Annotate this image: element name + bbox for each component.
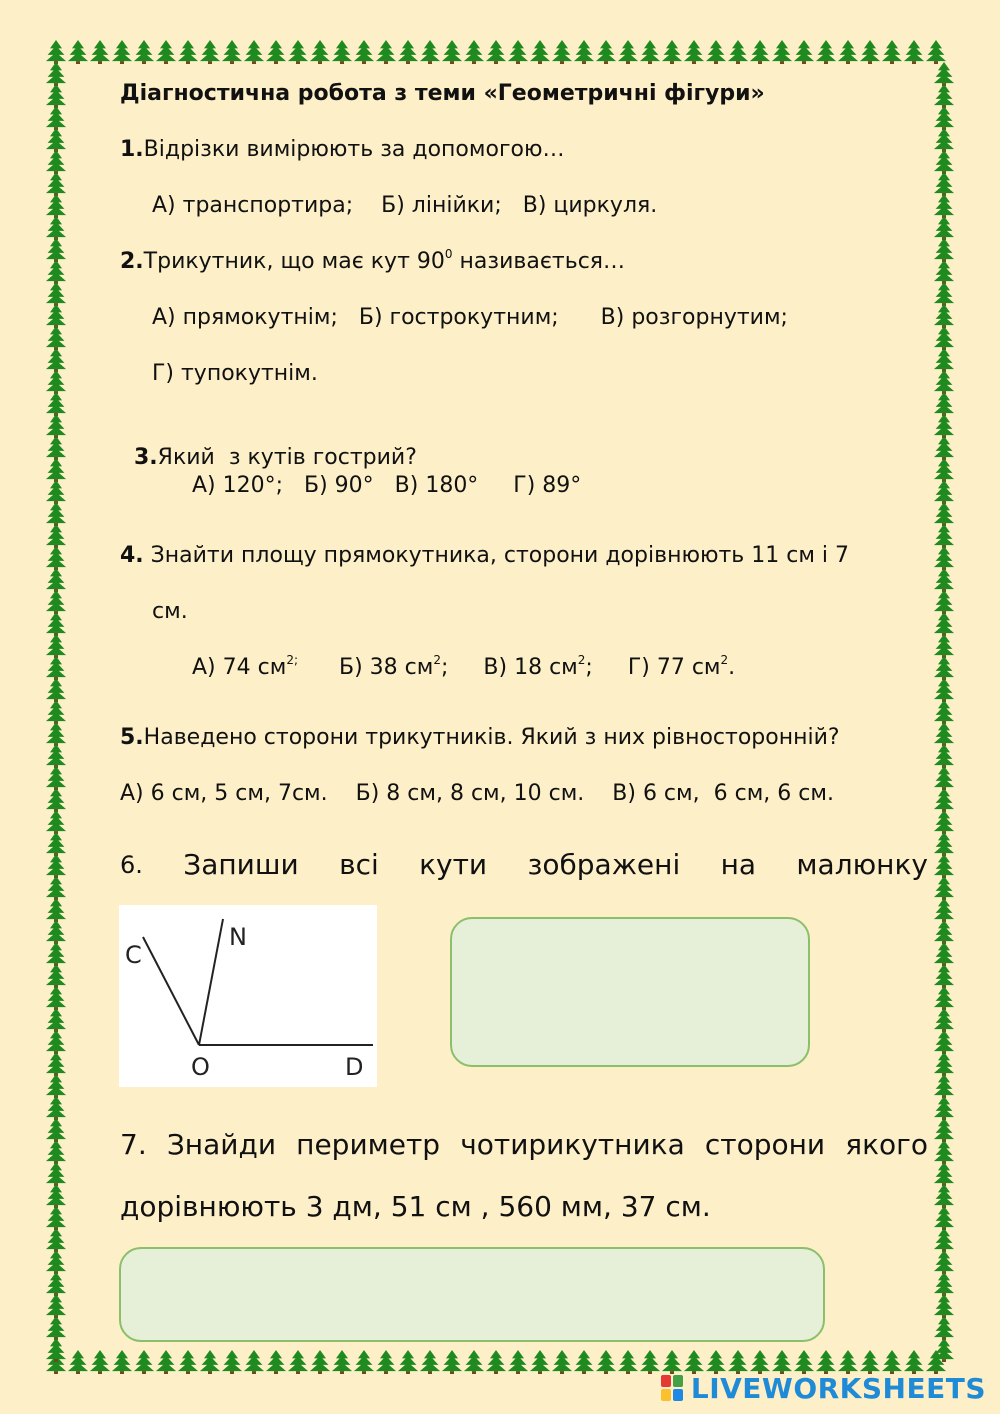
tree-icon bbox=[46, 810, 66, 834]
tree-icon bbox=[934, 1096, 954, 1120]
answer-a-sup: 2; bbox=[286, 653, 298, 667]
tree-icon bbox=[838, 1350, 858, 1374]
tree-icon bbox=[934, 546, 954, 570]
tree-icon bbox=[934, 392, 954, 416]
tree-icon bbox=[46, 436, 66, 460]
question-5 bbox=[120, 724, 840, 752]
label-n: N bbox=[229, 923, 247, 951]
tree-icon bbox=[934, 62, 954, 86]
tree-icon bbox=[640, 1350, 660, 1374]
tree-icon bbox=[596, 1350, 616, 1374]
answer-c-sup: 2 bbox=[577, 653, 586, 667]
tree-icon bbox=[530, 40, 550, 64]
question-6 bbox=[120, 848, 928, 882]
tree-icon bbox=[46, 1228, 66, 1252]
tree-icon bbox=[934, 612, 954, 636]
tree-icon bbox=[46, 326, 66, 350]
tree-icon bbox=[46, 612, 66, 636]
tree-icon bbox=[926, 40, 946, 64]
answer-d-sup: 2 bbox=[720, 653, 729, 667]
tree-icon bbox=[178, 1350, 198, 1374]
tree-icon bbox=[860, 40, 880, 64]
tree-icon bbox=[46, 1052, 66, 1076]
tree-icon bbox=[934, 810, 954, 834]
question-4-text-line-1: Знайти площу прямокутника, сторони дорівнюють 11 см і 7 bbox=[143, 543, 850, 568]
brand-text: LIVEWORKSHEETS bbox=[690, 1372, 986, 1405]
q6-word: зображені bbox=[527, 848, 681, 881]
tree-icon bbox=[904, 1350, 924, 1374]
tree-icon bbox=[376, 40, 396, 64]
tree-icon bbox=[772, 40, 792, 64]
tree-icon bbox=[134, 40, 154, 64]
tree-icon bbox=[934, 194, 954, 218]
tree-icon bbox=[934, 920, 954, 944]
tree-icon bbox=[46, 854, 66, 878]
question-3-answers: А) 120°; Б) 90° В) 180° Г) 89° bbox=[192, 473, 582, 498]
tree-icon bbox=[934, 634, 954, 658]
tree-icon bbox=[46, 590, 66, 614]
tree-icon bbox=[934, 348, 954, 372]
q7-word: якого bbox=[845, 1128, 928, 1161]
tree-icon bbox=[46, 348, 66, 372]
tree-icon bbox=[934, 150, 954, 174]
question-7 bbox=[120, 1128, 928, 1162]
tree-icon bbox=[46, 546, 66, 570]
tree-icon bbox=[934, 84, 954, 108]
tree-icon bbox=[46, 964, 66, 988]
tree-icon bbox=[934, 282, 954, 306]
tree-icon bbox=[882, 1350, 902, 1374]
tree-icon bbox=[904, 40, 924, 64]
tree-icon bbox=[266, 40, 286, 64]
tree-icon bbox=[934, 458, 954, 482]
angles-figure bbox=[119, 905, 377, 1087]
question-3 bbox=[120, 416, 417, 472]
tree-icon bbox=[46, 216, 66, 240]
tree-icon bbox=[934, 304, 954, 328]
tree-icon bbox=[934, 832, 954, 856]
tree-icon bbox=[934, 172, 954, 196]
tree-icon bbox=[486, 1350, 506, 1374]
tree-icon bbox=[934, 1338, 954, 1362]
tree-icon bbox=[934, 678, 954, 702]
q7-word: чотирикутника bbox=[460, 1128, 685, 1161]
tree-icon bbox=[46, 1316, 66, 1340]
tree-icon bbox=[934, 1162, 954, 1186]
tree-icon bbox=[640, 40, 660, 64]
tree-icon bbox=[46, 62, 66, 86]
question-3-text: Який з кутів гострий? bbox=[157, 445, 417, 470]
tree-icon bbox=[46, 1030, 66, 1054]
tree-icon bbox=[46, 414, 66, 438]
tree-icon bbox=[46, 1272, 66, 1296]
tree-icon bbox=[684, 1350, 704, 1374]
tree-icon bbox=[310, 40, 330, 64]
tree-icon bbox=[934, 238, 954, 262]
question-4 bbox=[120, 542, 849, 570]
answer-b-sup: 2 bbox=[433, 653, 441, 667]
tree-icon bbox=[46, 568, 66, 592]
tree-icon bbox=[934, 216, 954, 240]
tree-icon bbox=[728, 40, 748, 64]
tree-icon bbox=[156, 40, 176, 64]
question-5-text: Наведено сторони трикутників. Який з них рівносторонній? bbox=[143, 725, 840, 750]
tree-icon bbox=[200, 40, 220, 64]
tree-icon bbox=[934, 1206, 954, 1230]
tree-icon bbox=[596, 40, 616, 64]
question-4-answers bbox=[192, 654, 735, 682]
tree-icon bbox=[156, 1350, 176, 1374]
tree-icon bbox=[772, 1350, 792, 1374]
tree-icon bbox=[684, 40, 704, 64]
tree-icon bbox=[332, 1350, 352, 1374]
tree-icon bbox=[332, 40, 352, 64]
tree-icon bbox=[794, 1350, 814, 1374]
tree-icon bbox=[398, 1350, 418, 1374]
tree-icon bbox=[816, 40, 836, 64]
tree-icon bbox=[46, 106, 66, 130]
tree-icon bbox=[662, 40, 682, 64]
tree-icon bbox=[934, 766, 954, 790]
tree-icon bbox=[934, 1008, 954, 1032]
question-2-answers-line-1: А) прямокутнім; Б) гострокутним; В) розгорнутим; bbox=[152, 305, 788, 330]
tree-icon bbox=[934, 986, 954, 1010]
tree-icon bbox=[134, 1350, 154, 1374]
answer-a: А) 74 см bbox=[192, 655, 287, 680]
tree-icon bbox=[934, 722, 954, 746]
question-4-number: 4. bbox=[120, 543, 144, 568]
tree-icon bbox=[46, 480, 66, 504]
tree-icon bbox=[934, 744, 954, 768]
q6-word: 6. bbox=[120, 851, 143, 879]
tree-icon bbox=[46, 502, 66, 526]
tree-icon bbox=[934, 942, 954, 966]
tree-icon bbox=[420, 1350, 440, 1374]
tree-icon bbox=[46, 194, 66, 218]
tree-icon bbox=[46, 304, 66, 328]
tree-icon bbox=[288, 1350, 308, 1374]
question-1 bbox=[120, 136, 564, 164]
tree-icon bbox=[618, 1350, 638, 1374]
tree-icon bbox=[750, 1350, 770, 1374]
ray-on bbox=[199, 919, 223, 1045]
tree-icon bbox=[442, 1350, 462, 1374]
question-2-text: Трикутник, що має кут 90 bbox=[143, 249, 445, 274]
tree-icon bbox=[46, 898, 66, 922]
tree-icon bbox=[934, 898, 954, 922]
tree-icon bbox=[46, 128, 66, 152]
question-1-answers: А) транспортира; Б) лінійки; В) циркуля. bbox=[152, 193, 658, 218]
tree-icon bbox=[934, 964, 954, 988]
question-4-text-line-2: см. bbox=[152, 599, 188, 624]
tree-icon bbox=[934, 1140, 954, 1164]
tree-icon bbox=[750, 40, 770, 64]
tree-icon bbox=[662, 1350, 682, 1374]
tree-icon bbox=[376, 1350, 396, 1374]
tree-icon bbox=[46, 260, 66, 284]
tree-icon bbox=[934, 106, 954, 130]
tree-icon bbox=[934, 656, 954, 680]
tree-icon bbox=[934, 1030, 954, 1054]
tree-icon bbox=[420, 40, 440, 64]
tree-icon bbox=[68, 40, 88, 64]
answer-d: Г) 77 см bbox=[627, 655, 721, 680]
tree-icon bbox=[244, 1350, 264, 1374]
tree-icon bbox=[934, 876, 954, 900]
tree-icon bbox=[178, 40, 198, 64]
question-2-text-end: називається… bbox=[452, 249, 626, 274]
tree-icon bbox=[934, 788, 954, 812]
tree-icon bbox=[46, 722, 66, 746]
tree-icon bbox=[508, 40, 528, 64]
question-6-answer-box[interactable] bbox=[450, 917, 810, 1067]
question-1-text: Відрізки вимірюють за допомогою… bbox=[143, 137, 565, 162]
tree-icon bbox=[934, 1272, 954, 1296]
tree-icon bbox=[46, 1206, 66, 1230]
question-7-line-2: дорівнюють 3 дм, 51 см , 560 мм, 37 см. bbox=[120, 1190, 711, 1223]
tree-icon bbox=[934, 1118, 954, 1142]
tree-icon bbox=[46, 40, 66, 64]
q6-word: на bbox=[720, 848, 757, 881]
tree-icon bbox=[222, 40, 242, 64]
tree-icon bbox=[46, 1338, 66, 1362]
tree-icon bbox=[46, 392, 66, 416]
tree-icon bbox=[574, 1350, 594, 1374]
answer-b: Б) 38 см bbox=[339, 655, 434, 680]
tree-icon bbox=[46, 238, 66, 262]
tree-icon bbox=[46, 678, 66, 702]
tree-icon bbox=[530, 1350, 550, 1374]
tree-icon bbox=[934, 128, 954, 152]
tree-icon bbox=[838, 40, 858, 64]
tree-icon bbox=[934, 1052, 954, 1076]
tree-icon bbox=[310, 1350, 330, 1374]
tree-icon bbox=[934, 1228, 954, 1252]
tree-icon bbox=[46, 634, 66, 658]
tree-icon bbox=[46, 84, 66, 108]
tree-icon bbox=[728, 1350, 748, 1374]
question-2-answers-line-2: Г) тупокутнім. bbox=[152, 361, 318, 386]
liveworksheets-brand[interactable] bbox=[661, 1372, 986, 1405]
tree-icon bbox=[200, 1350, 220, 1374]
tree-icon bbox=[46, 1140, 66, 1164]
answer-c: В) 18 см bbox=[483, 655, 578, 680]
tree-icon bbox=[46, 282, 66, 306]
tree-icon bbox=[46, 1184, 66, 1208]
tree-icon bbox=[508, 1350, 528, 1374]
tree-icon bbox=[354, 1350, 374, 1374]
tree-icon bbox=[934, 1250, 954, 1274]
tree-icon bbox=[112, 40, 132, 64]
tree-icon bbox=[706, 40, 726, 64]
tree-icon bbox=[46, 1294, 66, 1318]
tree-icon bbox=[552, 1350, 572, 1374]
tree-icon bbox=[46, 1074, 66, 1098]
tree-icon bbox=[574, 40, 594, 64]
angles-diagram bbox=[119, 905, 377, 1087]
tree-icon bbox=[934, 260, 954, 284]
tree-icon bbox=[934, 1316, 954, 1340]
tree-icon bbox=[46, 1096, 66, 1120]
label-c: C bbox=[125, 941, 142, 969]
question-3-number: 3. bbox=[134, 445, 158, 470]
tree-icon bbox=[46, 1118, 66, 1142]
tree-icon bbox=[46, 1162, 66, 1186]
tree-icon bbox=[46, 700, 66, 724]
tree-icon bbox=[46, 942, 66, 966]
question-2-number: 2. bbox=[120, 249, 144, 274]
ray-oc bbox=[143, 937, 199, 1045]
label-o: O bbox=[191, 1053, 210, 1081]
tree-icon bbox=[112, 1350, 132, 1374]
tree-icon bbox=[46, 150, 66, 174]
q7-word: периметр bbox=[296, 1128, 441, 1161]
tree-icon bbox=[860, 1350, 880, 1374]
tree-icon bbox=[934, 524, 954, 548]
tree-icon bbox=[46, 172, 66, 196]
tree-icon bbox=[354, 40, 374, 64]
tree-icon bbox=[68, 1350, 88, 1374]
tree-icon bbox=[46, 766, 66, 790]
tree-icon bbox=[706, 1350, 726, 1374]
tree-icon bbox=[934, 414, 954, 438]
tree-icon bbox=[90, 1350, 110, 1374]
tree-icon bbox=[46, 524, 66, 548]
tree-icon bbox=[46, 788, 66, 812]
tree-icon bbox=[46, 920, 66, 944]
tree-icon bbox=[934, 1294, 954, 1318]
tree-icon bbox=[552, 40, 572, 64]
tree-icon bbox=[934, 480, 954, 504]
tree-icon bbox=[288, 40, 308, 64]
q6-word: малюнку bbox=[796, 848, 928, 881]
q7-word: Знайди bbox=[166, 1128, 277, 1161]
worksheet-title: Діагностична робота з теми «Геометричні фігури» bbox=[120, 81, 765, 106]
tree-icon bbox=[794, 40, 814, 64]
question-2 bbox=[120, 248, 625, 276]
tree-icon bbox=[486, 40, 506, 64]
q7-word: 7. bbox=[120, 1128, 147, 1161]
tree-icon bbox=[266, 1350, 286, 1374]
tree-icon bbox=[222, 1350, 242, 1374]
tree-icon bbox=[46, 370, 66, 394]
tree-icon bbox=[46, 1250, 66, 1274]
tree-icon bbox=[46, 656, 66, 680]
tree-icon bbox=[464, 40, 484, 64]
degree-superscript: 0 bbox=[444, 247, 453, 261]
tree-icon bbox=[882, 40, 902, 64]
tree-icon bbox=[46, 1008, 66, 1032]
tree-icon bbox=[934, 370, 954, 394]
question-5-number: 5. bbox=[120, 725, 144, 750]
q6-word: Запиши bbox=[183, 848, 299, 881]
tree-icon bbox=[934, 1074, 954, 1098]
tree-icon bbox=[398, 40, 418, 64]
tree-icon bbox=[934, 1184, 954, 1208]
q6-word: кути bbox=[419, 848, 488, 881]
answer-b-end: ; bbox=[441, 655, 449, 680]
answer-d-end: . bbox=[728, 655, 736, 680]
tree-icon bbox=[934, 436, 954, 460]
tree-icon bbox=[934, 568, 954, 592]
tree-icon bbox=[464, 1350, 484, 1374]
label-d: D bbox=[345, 1053, 364, 1081]
question-7-answer-box[interactable] bbox=[119, 1247, 825, 1342]
question-5-answers: А) 6 см, 5 см, 7см. Б) 8 см, 8 см, 10 см. В) 6 см, 6 см, 6 см. bbox=[120, 781, 834, 806]
tree-icon bbox=[46, 458, 66, 482]
tree-icon bbox=[46, 876, 66, 900]
tree-icon bbox=[934, 326, 954, 350]
tree-icon bbox=[46, 986, 66, 1010]
tree-icon bbox=[934, 502, 954, 526]
tree-icon bbox=[90, 40, 110, 64]
tree-icon bbox=[46, 832, 66, 856]
tree-icon bbox=[934, 590, 954, 614]
q7-word: сторони bbox=[704, 1128, 826, 1161]
tree-icon bbox=[618, 40, 638, 64]
tree-icon bbox=[934, 700, 954, 724]
question-1-number: 1. bbox=[120, 137, 144, 162]
tree-icon bbox=[442, 40, 462, 64]
tree-icon bbox=[934, 854, 954, 878]
tree-icon bbox=[816, 1350, 836, 1374]
answer-c-end: ; bbox=[585, 655, 593, 680]
tree-icon bbox=[244, 40, 264, 64]
liveworksheets-logo-icon bbox=[661, 1375, 685, 1403]
q6-word: всі bbox=[339, 848, 379, 881]
tree-icon bbox=[46, 744, 66, 768]
